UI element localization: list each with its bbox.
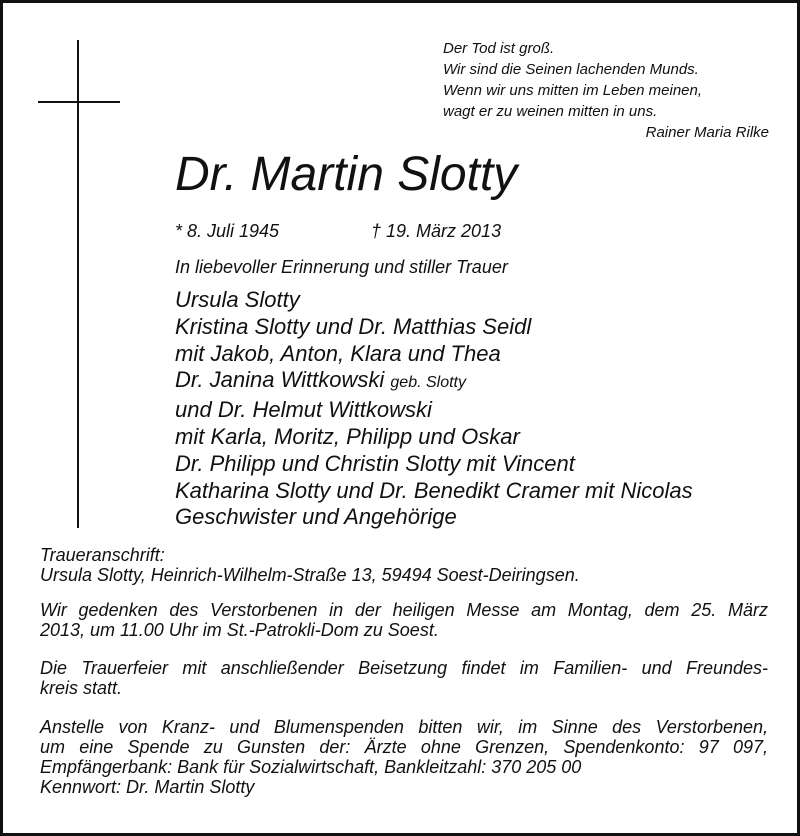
mourner-name: Dr. Janina Wittkowski (175, 367, 385, 393)
mourner-line: Dr. Philipp und Christin Slotty mit Vincent (175, 450, 575, 476)
mourner-line: und Dr. Helmut Wittkowski (175, 397, 432, 423)
mourner-line: mit Jakob, Anton, Klara und Thea (175, 340, 501, 366)
paragraph-line: um eine Spende zu Gunsten der: Ärzte ohne Grenzen, Spendenkonto: 97 097, (40, 737, 768, 757)
paragraph-line: Kennwort: Dr. Martin Slotty (40, 777, 255, 797)
mourner-line: mit Karla, Moritz, Philipp und Oskar (175, 423, 520, 449)
mourner-line: Geschwister und Angehörige (175, 504, 457, 530)
address-label: Traueranschrift: (40, 545, 165, 565)
mourner-line: Ursula Slotty (175, 287, 300, 312)
life-dates (175, 221, 502, 242)
quote-line: Wenn wir uns mitten im Leben meinen, (443, 82, 703, 99)
mourning-address (40, 545, 768, 585)
paragraph-line: Empfängerbank: Bank für Sozialwirtschaft, Bankleitzahl: 370 205 00 (40, 757, 582, 777)
paragraph-line: Wir gedenken des Verstorbenen in der heiligen Messe am Montag, dem 25. März (40, 600, 768, 620)
paragraph-line: Die Trauerfeier mit anschließender Beisetzung findet im Familien- und Freundes- (40, 658, 768, 678)
paragraph-line: kreis statt. (40, 678, 123, 698)
maiden-name-note: geb. Slotty (390, 374, 466, 392)
quote-line: wagt er zu weinen mitten in uns. (443, 103, 658, 120)
deceased-name: Dr. Martin Slotty (175, 148, 518, 201)
quote-author: Rainer Maria Rilke (645, 124, 769, 141)
address-text: Ursula Slotty, Heinrich-Wilhelm-Straße 13, 59494 Soest-Deiringsen. (40, 565, 580, 585)
cross-icon-horizontal (38, 101, 120, 103)
cross-icon-vertical (77, 40, 79, 528)
birth-date: * 8. Juli 1945 (175, 221, 280, 241)
mourners-list (175, 287, 693, 531)
donation-request (40, 717, 768, 797)
mourning-intro: In liebevoller Erinnerung und stiller Trauer (175, 257, 508, 277)
mass-announcement (40, 600, 768, 640)
mourner-line (175, 367, 693, 397)
paragraph-line: Anstelle von Kranz- und Blumenspenden bitten wir, im Sinne des Verstorbenen, (40, 717, 768, 737)
funeral-announcement (40, 658, 768, 698)
paragraph-line: 2013, um 11.00 Uhr im St.-Patrokli-Dom zu Soest. (40, 620, 439, 640)
mourner-line: Kristina Slotty und Dr. Matthias Seidl (175, 313, 532, 339)
rilke-quote (443, 38, 769, 143)
quote-line: Der Tod ist groß. (443, 40, 555, 57)
death-date: † 19. März 2013 (371, 221, 502, 241)
mourner-line: Katharina Slotty und Dr. Benedikt Cramer mit Nicolas (175, 477, 693, 503)
quote-line: Wir sind die Seinen lachenden Munds. (443, 61, 699, 78)
